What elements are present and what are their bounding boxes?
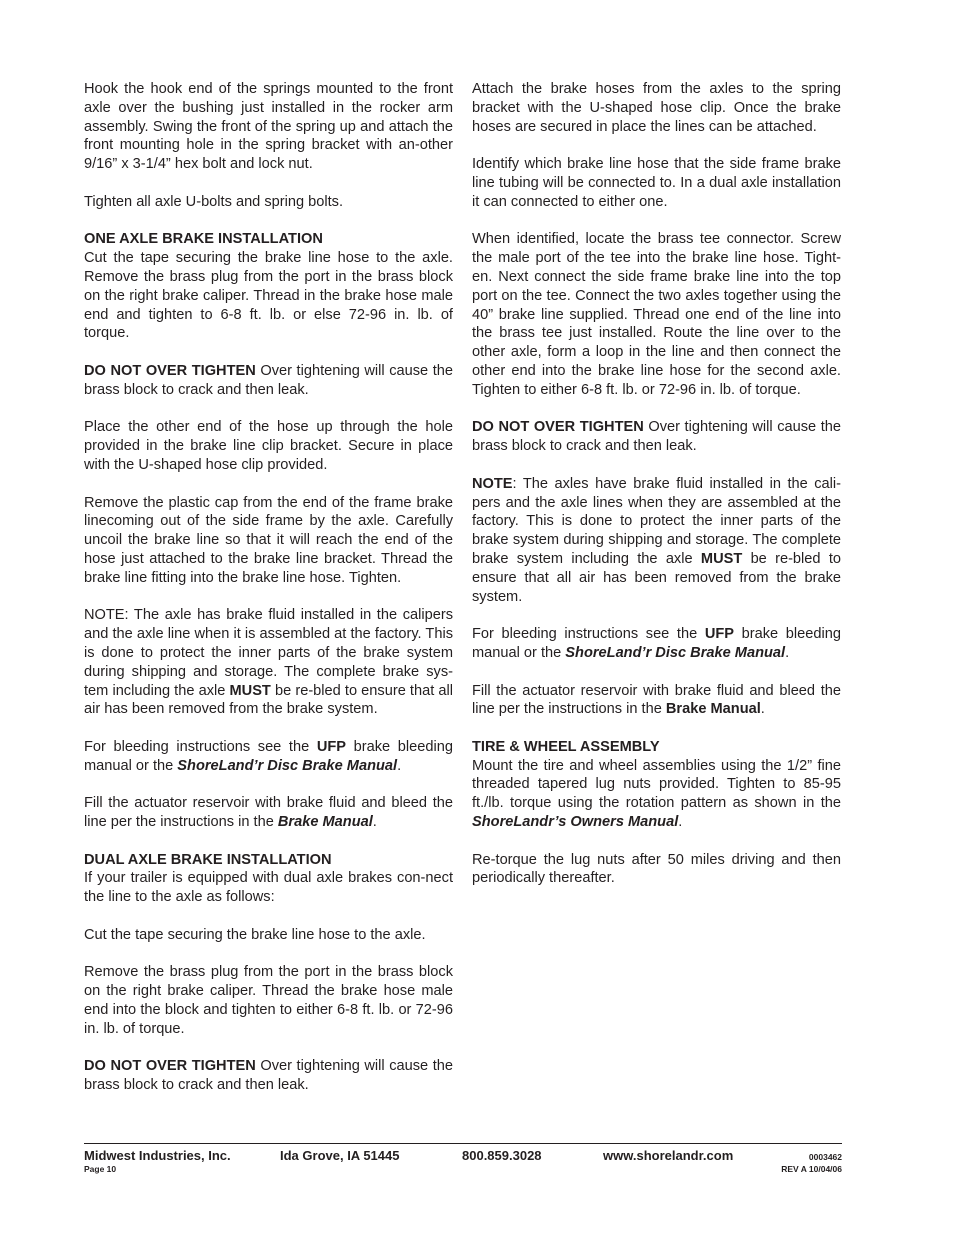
paragraph: For bleeding instructions see the UFP brake bleeding manual or the ShoreLand’r Disc Brake Manual. [84, 738, 453, 774]
paragraph: Re-torque the lug nuts after 50 miles driving and then periodically thereafter. [472, 851, 841, 887]
paragraph: ONE AXLE BRAKE INSTALLATION Cut the tape securing the brake line hose to the axle. Remove the brass plug from the port in the brass block on the right brake caliper. Thread in the brake hose male end and tighten to 6-8 ft. lb. or else 72-96 in. lb. of torque. [84, 231, 453, 342]
warning-paragraph: DO NOT OVER TIGHTEN Over tightening will cause the brass block to crack and then leak. [84, 362, 454, 398]
right-column [472, 80, 841, 907]
footer-website: www.shorelandr.com [603, 1148, 734, 1163]
paragraph: Cut the tape securing the brake line hose to the axle. [84, 926, 426, 943]
page-footer [84, 1143, 842, 1184]
paragraph: Fill the actuator reservoir with brake fluid and bleed the line per the instructions in the Brake Manual. [472, 682, 841, 718]
paragraph: TIRE & WHEEL ASSEMBLY Mount the tire and wheel assemblies using the 1/2” fine threaded tapered lug nuts provided. Tighten to 85-95 ft./lb. torque using the rotation pattern as shown in the ShoreLandr’s Owners Manual. [472, 738, 841, 831]
paragraph: When identified, locate the brass tee connector. Screw the male port of the tee into the brake line hose. Tight-en. Next connect the side frame brake line into the top port on the tee. Connect the two axles together using the 40” brake line supplied. Thread one end of the line into the brass tee just installed. Route the line over to the other axle, form a loop in the line and then connect the other end into the brake line hose for the second axle. Tighten to either 6-8 ft. lb. or 72-96 in. lb. of torque. [472, 231, 841, 398]
paragraph: DUAL AXLE BRAKE INSTALLATION If your trailer is equipped with dual axle brakes con-nect the line to the axle as follows: [84, 851, 453, 906]
paragraph: Remove the brass plug from the port in the brass block on the right brake caliper. Thread the brake hose male end into the block and tighten to either 6-8 ft. lb. or 72-96 in. lb. of torque. [84, 964, 453, 1037]
paragraph: Place the other end of the hose up through the hole provided in the brake line clip bracket. Secure in place with the U-shaped hose clip provided. [84, 419, 453, 473]
left-column [84, 80, 453, 1114]
section-heading: ONE AXLE BRAKE INSTALLATION [84, 231, 323, 248]
warning-paragraph: DO NOT OVER TIGHTEN Over tightening will cause the brass block to crack and then leak. [472, 419, 842, 455]
note-paragraph: NOTE: The axle has brake fluid installed in the calipers and the axle line when it is assembled at the factory. This is done to protect the inner parts of the brake system during shipping and storage. The complete brake sys-tem including the axle MUST be re-bled to ensure that all air has been removed from the brake system. [84, 607, 453, 718]
warning-paragraph: DO NOT OVER TIGHTEN Over tightening will cause the brass block to crack and then leak. [84, 1058, 454, 1094]
note-paragraph: NOTE: The axles have brake fluid installed in the cali-pers and the axle lines when they are assembled at the factory. This is done to protect the inner parts of the brake system during shipping and storage. The complete brake system including the axle MUST be re-bled to ensure that all air has been removed from the brake system. [472, 475, 841, 605]
paragraph: Remove the plastic cap from the end of the frame brake linecoming out of the side frame by the axle. Carefully uncoil the brake line so that it will reach the end of the hose just attached to the brake line bracket. Thread the brake line fitting into the brake line hose. Tighten. [84, 494, 453, 586]
paragraph: For bleeding instructions see the UFP brake bleeding manual or the ShoreLand’r Disc Brake Manual. [472, 626, 841, 661]
section-heading: DUAL AXLE BRAKE INSTALLATION [84, 851, 332, 868]
footer-page-number: Page 10 [84, 1164, 117, 1174]
paragraph: Identify which brake line hose that the side frame brake line tubing will be connected to. In a dual axle installation it can connected to either one. [472, 156, 841, 210]
paragraph: Attach the brake hoses from the axles to the spring bracket with the U-shaped hose clip. Once the brake hoses are secured in place the lines can be attached. [472, 81, 841, 135]
paragraph: Fill the actuator reservoir with brake fluid and bleed the line per the instructions in the Brake Manual. [84, 795, 453, 831]
footer-company: Midwest Industries, Inc. [84, 1148, 231, 1163]
footer-location: Ida Grove, IA 51445 [280, 1148, 400, 1163]
footer-doc-number: 0003462 [808, 1152, 842, 1162]
paragraph: Tighten all axle U-bolts and spring bolts. [84, 193, 344, 210]
section-heading: TIRE & WHEEL ASSEMBLY [472, 738, 660, 755]
footer-phone: 800.859.3028 [462, 1148, 542, 1163]
paragraph: Hook the hook end of the springs mounted to the front axle over the bushing just installed in the rocker arm assembly. Swing the front of the spring up and attach the front mounting hole in the spring bracket with an-other 9/16” x 3-1/4” hex bolt and lock nut. [84, 81, 453, 173]
footer-revision: REV A 10/04/06 [781, 1164, 842, 1174]
